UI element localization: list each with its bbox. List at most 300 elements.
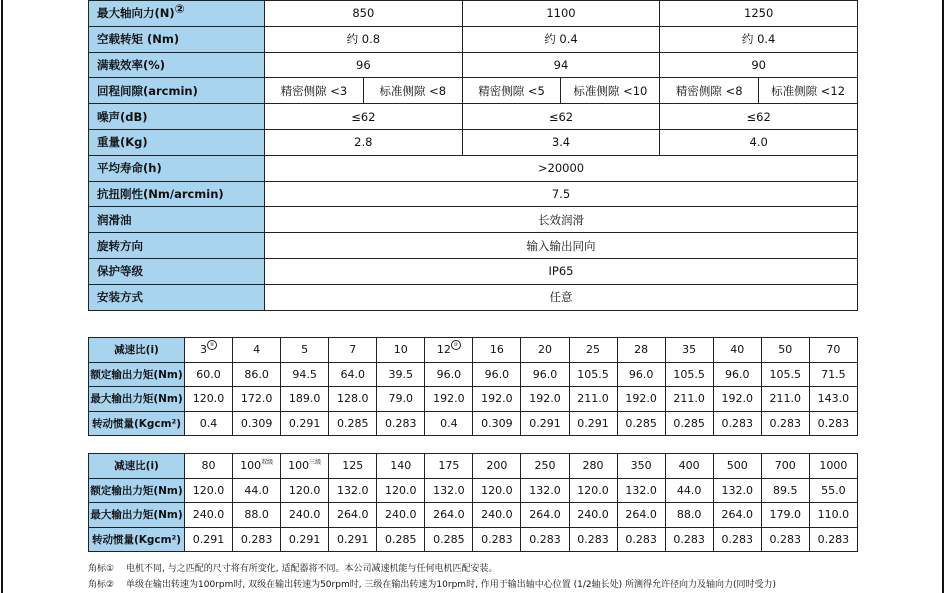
cell-value: 7 <box>349 343 357 357</box>
cell-value: 192.0 <box>625 392 657 406</box>
cell-value: 0.291 <box>336 532 369 546</box>
table-cell: 约 0.4 <box>462 26 660 52</box>
table-cell: 3.4 <box>462 129 660 155</box>
cell-value: 0.283 <box>673 532 705 546</box>
table-cell: 约 0.4 <box>660 26 858 52</box>
table-cell <box>473 527 521 552</box>
table-cell <box>281 362 329 387</box>
cell-value: 189.0 <box>288 392 321 406</box>
table-cell <box>233 454 281 479</box>
table-cell: 长效润滑 <box>265 207 858 233</box>
table-cell <box>665 478 713 503</box>
table-cell <box>233 338 281 363</box>
cell-value: 0.285 <box>433 532 465 546</box>
table-cell: 输入输出同向 <box>265 233 858 259</box>
cell-value: 250 <box>534 459 556 473</box>
table-cell <box>569 503 617 528</box>
table-cell: 850 <box>265 1 463 27</box>
table-row <box>89 503 858 528</box>
cell-value: 89.5 <box>773 483 798 497</box>
table-cell <box>569 454 617 479</box>
table-cell: 精密侧隙 <8 <box>660 78 759 104</box>
cell-value: 1000 <box>819 459 848 473</box>
table-cell <box>377 478 425 503</box>
cell-value: 16 <box>489 343 504 357</box>
cell-value: 0.285 <box>336 416 369 430</box>
cell-value: 96.0 <box>436 367 462 381</box>
cell-value: 280 <box>582 459 604 473</box>
cell-value: 120.0 <box>481 483 513 497</box>
table-row <box>89 478 858 503</box>
cell-value: 175 <box>438 459 460 473</box>
cell-value: 264.0 <box>336 508 369 522</box>
table-cell: 标准侧隙 <8 <box>363 78 462 104</box>
table-cell <box>521 411 569 436</box>
cell-value: 350 <box>630 459 652 473</box>
table-cell <box>521 387 569 412</box>
cell-value: 94.5 <box>292 367 317 381</box>
table-cell <box>617 362 665 387</box>
cell-value: 125 <box>342 459 364 473</box>
table-cell <box>713 411 761 436</box>
footnote-tag: 角标② <box>88 580 115 590</box>
table-cell <box>281 387 329 412</box>
table-cell: ≤62 <box>462 104 660 130</box>
row-label: 旋转方向 <box>89 233 265 259</box>
cell-value: 132.0 <box>625 483 657 497</box>
cell-value: 200 <box>486 459 508 473</box>
row-label: 转动惯量(Kgcm²) <box>89 411 185 436</box>
table-cell <box>521 527 569 552</box>
cell-value: 0.291 <box>288 532 321 546</box>
table-row <box>89 411 858 436</box>
cell-value: 192.0 <box>721 392 753 406</box>
cell-value: 10 <box>393 343 408 357</box>
table-cell: ≤62 <box>660 104 858 130</box>
table-cell <box>761 527 809 552</box>
cell-value: 0.4 <box>199 416 218 430</box>
table-row <box>89 258 858 284</box>
cell-value: 192.0 <box>481 392 513 406</box>
table-cell <box>617 411 665 436</box>
cell-value: 0.285 <box>385 532 417 546</box>
table-cell <box>713 454 761 479</box>
row-label: 空载转矩 (Nm) <box>89 26 265 52</box>
cell-value: 0.283 <box>721 532 753 546</box>
table-cell <box>281 338 329 363</box>
table-cell: 94 <box>462 52 660 78</box>
table-cell <box>569 478 617 503</box>
ratio-stage-note: 双级 <box>261 459 274 467</box>
row-label: 平均寿命(h) <box>89 155 265 181</box>
table-cell <box>377 527 425 552</box>
row-label: 润滑油 <box>89 207 265 233</box>
table-cell: 任意 <box>265 284 858 310</box>
table-cell <box>713 387 761 412</box>
table-cell <box>665 527 713 552</box>
cell-value: 44.0 <box>676 483 702 497</box>
table-cell <box>569 362 617 387</box>
ratio-mark: ③ <box>207 340 217 350</box>
footnote-tag: 角标① <box>88 564 115 574</box>
table-cell <box>665 454 713 479</box>
cell-value: 400 <box>678 459 700 473</box>
table-cell <box>761 454 809 479</box>
cell-value: 35 <box>682 343 697 357</box>
cell-value: 132.0 <box>433 483 465 497</box>
table-cell: 精密侧隙 <3 <box>265 78 364 104</box>
table-cell <box>233 387 281 412</box>
row-label: 重量(Kg) <box>89 129 265 155</box>
table-cell <box>377 411 425 436</box>
table-cell <box>233 527 281 552</box>
cell-value: 105.5 <box>769 367 802 381</box>
cell-value: 0.283 <box>481 532 513 546</box>
footnote-1 <box>88 561 497 574</box>
table-cell <box>617 387 665 412</box>
row-label: 安装方式 <box>89 284 265 310</box>
table-cell <box>281 411 329 436</box>
cell-value: 0.283 <box>625 532 657 546</box>
cell-value: 0.285 <box>625 416 657 430</box>
cell-value: 60.0 <box>196 367 221 381</box>
cell-value: 96.0 <box>724 367 750 381</box>
cell-value: 264.0 <box>433 508 465 522</box>
table-cell <box>761 338 809 363</box>
cell-value: 40 <box>730 343 745 357</box>
table-row <box>89 233 858 259</box>
table-cell <box>377 503 425 528</box>
table-cell <box>185 362 233 387</box>
cell-value: 4 <box>253 343 261 357</box>
table-cell <box>329 527 377 552</box>
table-cell: 精密侧隙 <5 <box>462 78 561 104</box>
table-cell <box>665 411 713 436</box>
table-cell: 约 0.8 <box>265 26 463 52</box>
table-cell <box>473 478 521 503</box>
table-cell <box>473 503 521 528</box>
table-cell <box>809 454 857 479</box>
cell-value: 0.291 <box>529 416 561 430</box>
table-cell <box>617 527 665 552</box>
cell-value: 700 <box>774 459 796 473</box>
table-cell <box>281 478 329 503</box>
table-cell <box>713 503 761 528</box>
table-cell <box>761 411 809 436</box>
cell-value: 86.0 <box>244 367 269 381</box>
cell-value: 0.283 <box>721 416 753 430</box>
table-cell <box>761 362 809 387</box>
table-cell: 90 <box>660 52 858 78</box>
cell-value: 88.0 <box>244 508 269 522</box>
table-cell: 4.0 <box>660 129 858 155</box>
table-cell <box>809 338 857 363</box>
cell-value: 0.283 <box>769 532 802 546</box>
cell-value: 28 <box>634 343 649 357</box>
table-cell <box>185 387 233 412</box>
cell-value: 20 <box>537 343 552 357</box>
table-cell <box>425 362 473 387</box>
cell-value: 211.0 <box>673 392 705 406</box>
cell-value: 0.283 <box>817 532 850 546</box>
table-cell <box>425 411 473 436</box>
cell-value: 120.0 <box>288 483 321 497</box>
cell-value: 192.0 <box>529 392 561 406</box>
table-cell <box>521 454 569 479</box>
table-cell <box>473 387 521 412</box>
row-label: 回程间隙(arcmin) <box>89 78 265 104</box>
table-row <box>89 527 858 552</box>
row-label: 满载效率(%) <box>89 52 265 78</box>
cell-value: 132.0 <box>336 483 369 497</box>
ratio-mark: ③ <box>451 340 461 350</box>
cell-value: 96.0 <box>484 367 510 381</box>
cell-value: 105.5 <box>673 367 705 381</box>
table-cell <box>329 387 377 412</box>
footnote-2 <box>88 577 776 590</box>
table-cell <box>281 503 329 528</box>
row-label: 转动惯量(Kgcm²) <box>89 527 185 552</box>
table-row <box>89 78 858 104</box>
cell-value: 240.0 <box>577 508 609 522</box>
cell-value: 110.0 <box>817 508 850 522</box>
table-row <box>89 155 858 181</box>
table-cell <box>665 338 713 363</box>
row-label: 最大输出力矩(Nm) <box>89 503 185 528</box>
table-cell: 1250 <box>660 1 858 27</box>
cell-value: 71.5 <box>821 367 846 381</box>
table-cell <box>281 527 329 552</box>
table-cell <box>425 527 473 552</box>
cell-value: 211.0 <box>769 392 802 406</box>
cell-value: 44.0 <box>244 483 269 497</box>
cell-value: 55.0 <box>821 483 846 497</box>
page-frame-right <box>942 0 944 593</box>
cell-value: 500 <box>726 459 748 473</box>
table-cell <box>617 478 665 503</box>
table-cell <box>809 387 857 412</box>
table-cell <box>377 362 425 387</box>
row-label: 最大输出力矩(Nm) <box>89 387 185 412</box>
table-cell: 标准侧隙 <10 <box>561 78 660 104</box>
table-cell <box>473 411 521 436</box>
table-cell <box>521 338 569 363</box>
table-cell <box>617 503 665 528</box>
table-row <box>89 362 858 387</box>
table-cell <box>665 503 713 528</box>
cell-value: 172.0 <box>240 392 273 406</box>
cell-value: 3 <box>200 343 208 357</box>
table-cell <box>329 478 377 503</box>
cell-value: 211.0 <box>577 392 609 406</box>
table-cell <box>185 527 233 552</box>
table-cell <box>329 362 377 387</box>
table-cell <box>185 454 233 479</box>
cell-value: 100 <box>288 459 310 473</box>
table-cell <box>473 362 521 387</box>
cell-value: 0.283 <box>769 416 802 430</box>
table-cell <box>377 338 425 363</box>
table-cell <box>569 411 617 436</box>
table-cell <box>185 478 233 503</box>
table-cell <box>809 527 857 552</box>
table-cell <box>329 338 377 363</box>
table-cell: >20000 <box>265 155 858 181</box>
table-row <box>89 52 858 78</box>
table-cell <box>329 454 377 479</box>
cell-value: 120.0 <box>385 483 417 497</box>
table-cell <box>473 454 521 479</box>
footnote-text: 单级在输出转速为100rpm时, 双级在输出转速为50rpm时, 三级在输出转速为10rpm时, 作用于输出轴中心位置 (1/2轴长处) 所测得允许径向力及轴向力(同时受力) <box>126 580 777 590</box>
cell-value: 80 <box>201 459 216 473</box>
table-cell <box>521 478 569 503</box>
cell-value: 179.0 <box>769 508 802 522</box>
table-cell: 7.5 <box>265 181 858 207</box>
table-cell <box>185 411 233 436</box>
table-row <box>89 454 858 479</box>
cell-value: 240.0 <box>288 508 321 522</box>
ratio-table-2 <box>88 453 858 552</box>
table-row <box>89 338 858 363</box>
page-frame-left <box>1 0 3 593</box>
cell-value: 120.0 <box>192 392 225 406</box>
cell-value: 0.283 <box>817 416 850 430</box>
table-cell <box>185 338 233 363</box>
table-cell <box>521 503 569 528</box>
cell-value: 0.283 <box>529 532 561 546</box>
table-cell <box>185 503 233 528</box>
table-cell <box>281 454 329 479</box>
cell-value: 264.0 <box>625 508 657 522</box>
cell-value: 0.309 <box>481 416 513 430</box>
table-cell <box>761 387 809 412</box>
table-cell <box>233 411 281 436</box>
table-cell: 1100 <box>462 1 660 27</box>
table-row <box>89 387 858 412</box>
cell-value: 25 <box>586 343 601 357</box>
cell-value: 0.291 <box>577 416 609 430</box>
row-label: 减速比(i) <box>89 454 185 479</box>
cell-value: 120.0 <box>192 483 225 497</box>
table-row <box>89 129 858 155</box>
table-row <box>89 284 858 310</box>
cell-value: 12 <box>436 343 451 357</box>
table-row <box>89 104 858 130</box>
spec-table <box>88 0 858 311</box>
table-cell <box>809 411 857 436</box>
row-label: 保护等级 <box>89 258 265 284</box>
cell-value: 64.0 <box>340 367 365 381</box>
cell-value: 140 <box>390 459 412 473</box>
row-label: 额定输出力矩(Nm) <box>89 478 185 503</box>
table-cell <box>713 338 761 363</box>
table-cell <box>713 478 761 503</box>
table-cell <box>425 387 473 412</box>
cell-value: 132.0 <box>721 483 753 497</box>
cell-value: 128.0 <box>336 392 369 406</box>
table-cell <box>809 503 857 528</box>
cell-value: 50 <box>778 343 793 357</box>
cell-value: 96.0 <box>628 367 654 381</box>
row-label: 抗扭刚性(Nm/arcmin) <box>89 181 265 207</box>
cell-value: 120.0 <box>577 483 609 497</box>
cell-value: 70 <box>826 343 841 357</box>
table-cell <box>569 338 617 363</box>
table-cell <box>233 362 281 387</box>
table-row <box>89 181 858 207</box>
table-cell <box>425 503 473 528</box>
row-label: 噪声(dB) <box>89 104 265 130</box>
row-label: 减速比(i) <box>89 338 185 363</box>
table-cell <box>617 338 665 363</box>
table-cell <box>425 338 473 363</box>
table-cell <box>473 338 521 363</box>
table-cell <box>665 387 713 412</box>
table-cell <box>617 454 665 479</box>
table-cell <box>425 454 473 479</box>
table-cell: IP65 <box>265 258 858 284</box>
cell-value: 79.0 <box>388 392 414 406</box>
cell-value: 0.309 <box>240 416 273 430</box>
table-cell <box>425 478 473 503</box>
cell-value: 0.285 <box>673 416 705 430</box>
table-cell <box>329 503 377 528</box>
table-cell <box>761 503 809 528</box>
ratio-table-1 <box>88 337 858 436</box>
footnote-text: 电机不同, 与之匹配的尺寸将有所变化, 适配器将不同。本公司减速机能与任何电机匹配安装。 <box>126 564 498 574</box>
table-cell <box>233 478 281 503</box>
cell-value: 39.5 <box>388 367 414 381</box>
row-label: 最大轴向力(N)② <box>89 1 265 27</box>
table-cell <box>761 478 809 503</box>
cell-value: 0.291 <box>288 416 321 430</box>
table-cell <box>569 527 617 552</box>
cell-value: 192.0 <box>433 392 465 406</box>
cell-value: 96.0 <box>532 367 558 381</box>
ratio-stage-note: 三级 <box>309 459 322 467</box>
cell-value: 132.0 <box>529 483 561 497</box>
table-cell <box>377 454 425 479</box>
table-cell <box>713 527 761 552</box>
row-label: 额定输出力矩(Nm) <box>89 362 185 387</box>
cell-value: 0.283 <box>577 532 609 546</box>
table-cell <box>233 503 281 528</box>
cell-value: 264.0 <box>721 508 753 522</box>
cell-value: 264.0 <box>529 508 561 522</box>
cell-value: 5 <box>301 343 309 357</box>
table-cell <box>809 478 857 503</box>
cell-value: 240.0 <box>385 508 417 522</box>
cell-value: 0.283 <box>385 416 417 430</box>
table-cell: ≤62 <box>265 104 463 130</box>
table-cell: 标准侧隙 <12 <box>759 78 858 104</box>
table-cell: 96 <box>265 52 463 78</box>
table-cell: 2.8 <box>265 129 463 155</box>
table-row <box>89 1 858 27</box>
table-row <box>89 207 858 233</box>
cell-value: 143.0 <box>817 392 850 406</box>
table-cell <box>569 387 617 412</box>
table-cell <box>809 362 857 387</box>
table-cell <box>521 362 569 387</box>
cell-value: 0.283 <box>240 532 273 546</box>
cell-value: 240.0 <box>481 508 513 522</box>
cell-value: 100 <box>240 459 262 473</box>
table-cell <box>329 411 377 436</box>
table-cell <box>377 387 425 412</box>
cell-value: 88.0 <box>676 508 702 522</box>
table-cell <box>713 362 761 387</box>
